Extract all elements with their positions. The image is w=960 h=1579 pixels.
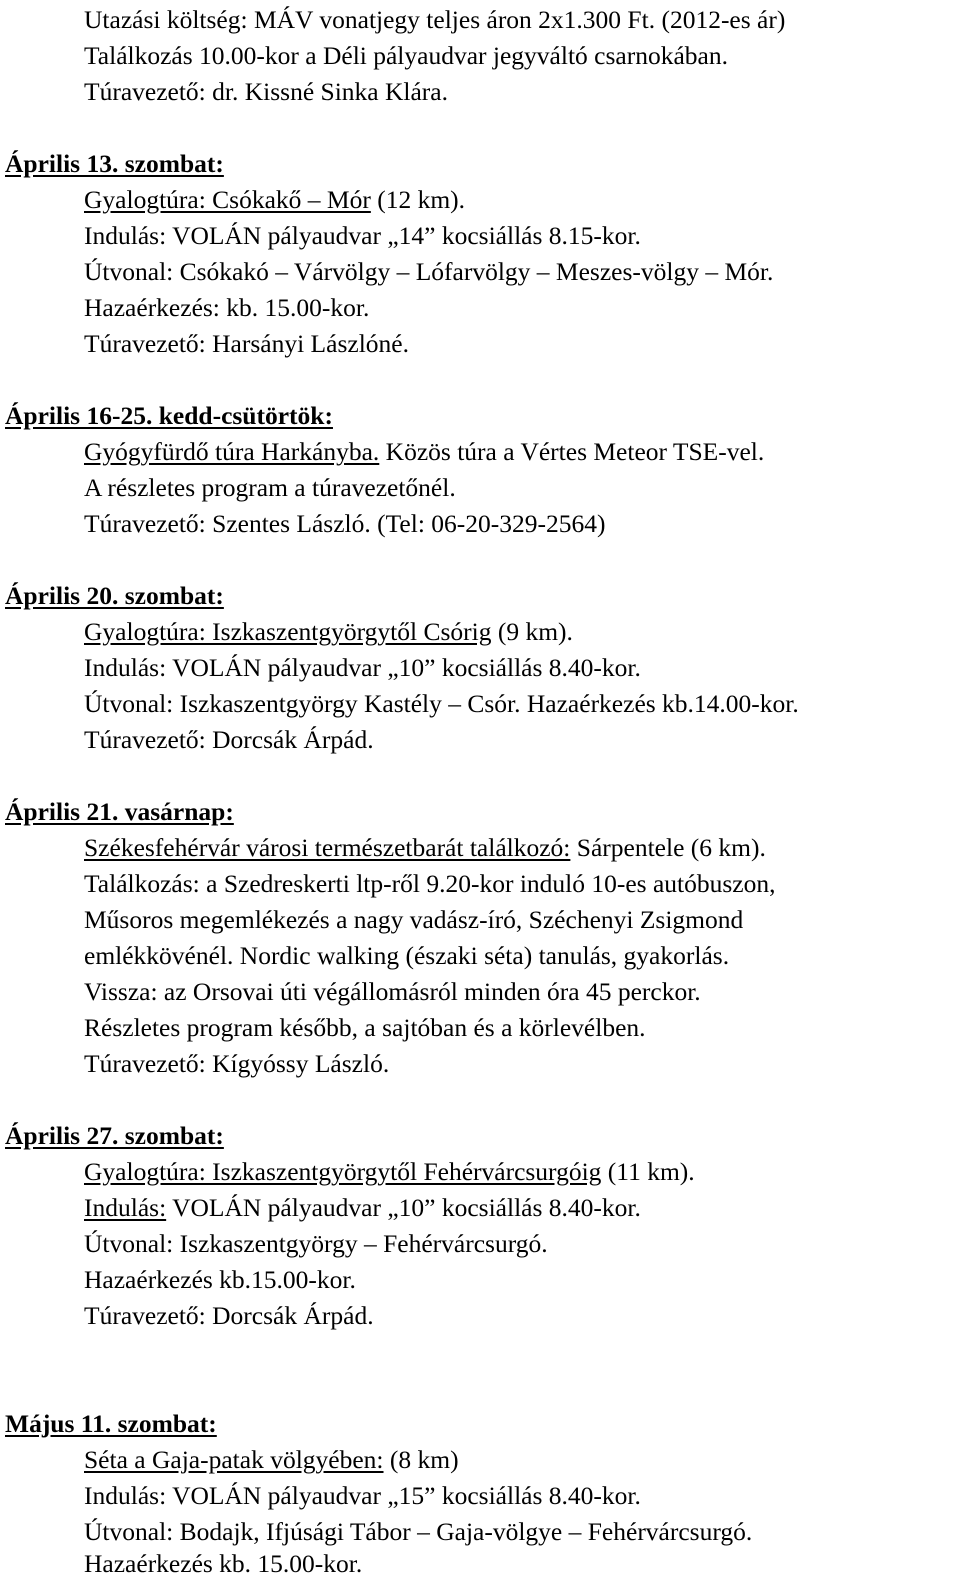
intro-cost-line: Utazási költség: MÁV vonatjegy teljes áron 2x1.300 Ft. (2012-es ár) xyxy=(84,5,786,34)
event-title-apr13 xyxy=(84,185,465,215)
event-meeting-apr21: Találkozás: a Szedreskerti ltp-ről 9.20-kor induló 10-es autóbuszon, xyxy=(84,869,776,898)
event-title-underlined: Gyalogtúra: Iszkaszentgyörgytől Fehérvárcsurgóig xyxy=(84,1157,602,1186)
event-return-apr27: Hazaérkezés kb.15.00-kor. xyxy=(84,1265,356,1294)
event-title-underlined: Gyalogtúra: Iszkaszentgyörgytől Csórig xyxy=(84,617,492,646)
event-guide-apr20: Túravezető: Dorcsák Árpád. xyxy=(84,725,374,754)
event-title-rest: (9 km). xyxy=(491,617,573,646)
event-title-underlined: Székesfehérvár városi természetbarát találkozó: xyxy=(84,833,571,862)
event-title-rest: Sárpentele (6 km). xyxy=(570,833,766,862)
event-heading-apr16-25: Április 16-25. kedd-csütörtök: xyxy=(5,401,333,430)
event-title-apr27 xyxy=(84,1157,695,1187)
event-route-apr27: Útvonal: Iszkaszentgyörgy – Fehérvárcsurgó. xyxy=(84,1229,548,1258)
event-guide-apr21: Túravezető: Kígyóssy László. xyxy=(84,1049,390,1078)
event-details-apr21: Részletes program később, a sajtóban és a körlevélben. xyxy=(84,1013,646,1042)
event-departure-apr13: Indulás: VOLÁN pályaudvar „14” kocsiállás 8.15-kor. xyxy=(84,221,641,250)
event-heading-apr21: Április 21. vasárnap: xyxy=(5,797,234,826)
event-title-underlined: Gyógyfürdő túra Harkányba. xyxy=(84,437,380,466)
event-heading-apr13: Április 13. szombat: xyxy=(5,149,224,178)
event-return-apr13: Hazaérkezés: kb. 15.00-kor. xyxy=(84,293,370,322)
event-title-apr20 xyxy=(84,617,573,647)
event-route-apr20: Útvonal: Iszkaszentgyörgy Kastély – Csór. Hazaérkezés kb.14.00-kor. xyxy=(84,689,799,718)
event-heading-apr27: Április 27. szombat: xyxy=(5,1121,224,1150)
event-departure-apr20: Indulás: VOLÁN pályaudvar „10” kocsiállás 8.40-kor. xyxy=(84,653,641,682)
event-program-apr21: Műsoros megemlékezés a nagy vadász-író, Széchenyi Zsigmond xyxy=(84,905,744,934)
event-program-cont-apr21: emlékkövénél. Nordic walking (északi séta) tanulás, gyakorlás. xyxy=(84,941,730,970)
event-return-may11: Hazaérkezés kb. 15.00-kor. xyxy=(84,1549,363,1578)
event-departure-may11: Indulás: VOLÁN pályaudvar „15” kocsiállás 8.40-kor. xyxy=(84,1481,641,1510)
departure-label: Indulás: xyxy=(84,1193,167,1222)
event-title-may11 xyxy=(84,1445,459,1475)
event-guide-apr16-25: Túravezető: Szentes László. (Tel: 06-20-329-2564) xyxy=(84,509,606,538)
event-return-apr21: Vissza: az Orsovai úti végállomásról minden óra 45 perckor. xyxy=(84,977,701,1006)
event-title-underlined: Gyalogtúra: Csókakő – Mór xyxy=(84,185,371,214)
event-title-rest: (8 km) xyxy=(383,1445,459,1474)
event-title-rest: (11 km). xyxy=(601,1157,695,1186)
event-guide-apr13: Túravezető: Harsányi Lászlóné. xyxy=(84,329,409,358)
event-route-may11: Útvonal: Bodajk, Ifjúsági Tábor – Gaja-völgye – Fehérvárcsurgó. xyxy=(84,1517,753,1546)
event-title-rest: (12 km). xyxy=(370,185,466,214)
event-title-rest: Közös túra a Vértes Meteor TSE-vel. xyxy=(379,437,765,466)
departure-text: VOLÁN pályaudvar „10” kocsiállás 8.40-kor. xyxy=(166,1193,641,1222)
event-title-apr16-25 xyxy=(84,437,764,467)
event-heading-may11: Május 11. szombat: xyxy=(5,1409,217,1438)
event-departure-apr27 xyxy=(84,1193,641,1223)
event-guide-apr27: Túravezető: Dorcsák Árpád. xyxy=(84,1301,374,1330)
event-title-underlined: Séta a Gaja-patak völgyében: xyxy=(84,1445,384,1474)
event-title-apr21 xyxy=(84,833,766,863)
intro-meeting-line: Találkozás 10.00-kor a Déli pályaudvar jegyváltó csarnokában. xyxy=(84,41,728,70)
event-route-apr13: Útvonal: Csókakó – Várvölgy – Lófarvölgy – Meszes-völgy – Mór. xyxy=(84,257,774,286)
event-heading-apr20: Április 20. szombat: xyxy=(5,581,224,610)
event-program-apr16-25: A részletes program a túravezetőnél. xyxy=(84,473,456,502)
intro-guide-line: Túravezető: dr. Kissné Sinka Klára. xyxy=(84,77,448,106)
